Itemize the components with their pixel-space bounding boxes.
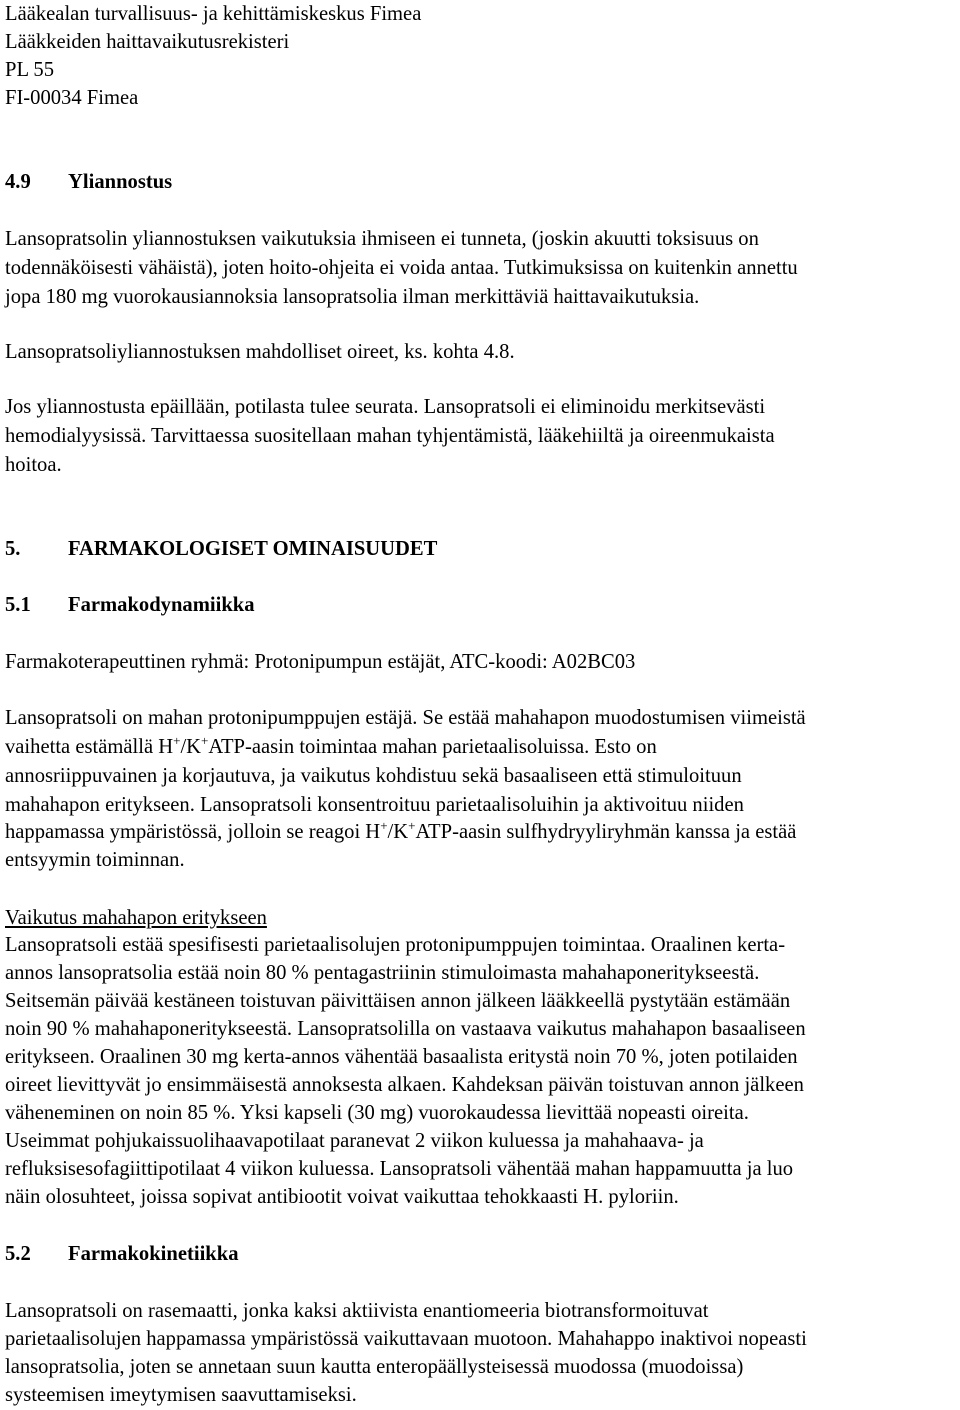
paragraph-line: entsyymin toiminnan.: [5, 849, 185, 871]
paragraph-line: väheneminen on noin 85 %. Yksi kapseli (30 mg) vuorokaudessa lievittää nopeasti oireita.: [5, 1102, 749, 1124]
paragraph-line: [5, 733, 657, 762]
section-5-heading: [5, 535, 437, 564]
section-5-2-heading: [5, 1240, 239, 1269]
paragraph-line: [5, 818, 796, 847]
paragraph-line: Lansopratsoliyliannostuksen mahdolliset oireet, ks. kohta 4.8.: [5, 341, 515, 363]
paragraph-line: systeemisen imeytymisen saavuttamiseksi.: [5, 1384, 357, 1406]
address-line-1: Lääkealan turvallisuus- ja kehittämiskeskus Fimea: [5, 3, 422, 25]
section-title: FARMAKOLOGISET OMINAISUUDET: [68, 538, 438, 560]
superscript: +: [380, 818, 388, 833]
text-run: happamassa ympäristössä, jolloin se reagoi H: [5, 821, 381, 843]
address-line-4: FI-00034 Fimea: [5, 87, 139, 109]
paragraph-line: Seitsemän päivää kestäneen toistuvan päivittäisen annon jälkeen lääkkeellä pystytään estämään: [5, 990, 791, 1012]
superscript: +: [173, 733, 181, 748]
paragraph-line: parietaalisolujen happamassa ympäristössä vaikuttavaan muotoon. Mahahappo inaktivoi nopeasti: [5, 1328, 807, 1350]
paragraph-line: Lansopratsolin yliannostuksen vaikutuksia ihmiseen ei tunneta, (joskin akuutti toksisuus on: [5, 228, 759, 250]
paragraph-line: Jos yliannostusta epäillään, potilasta tulee seurata. Lansopratsoli ei eliminoidu merkitsevästi: [5, 396, 766, 418]
section-number: 5.2: [5, 1243, 31, 1265]
section-title: Farmakokinetiikka: [68, 1243, 239, 1265]
section-number: 4.9: [5, 171, 31, 193]
paragraph-line: Useimmat pohjukaissuolihaavapotilaat paranevat 2 viikon kuluessa ja mahahaava- ja: [5, 1130, 704, 1152]
text-run: /K: [387, 821, 409, 843]
section-title: Yliannostus: [68, 171, 173, 193]
section-number: 5.1: [5, 594, 31, 616]
text-run: ATP-aasin sulfhydryyliryhmän kanssa ja estää: [415, 821, 797, 843]
section-title: Farmakodynamiikka: [68, 594, 255, 616]
paragraph-line: refluksisesofagiittipotilaat 4 viikon kuluessa. Lansopratsoli vähentää mahan happamuutta ja luo: [5, 1158, 794, 1180]
paragraph-line: Lansopratsoli on rasemaatti, jonka kaksi aktiivista enantiomeeria biotransformoituvat: [5, 1300, 709, 1322]
paragraph-line: hoitoa.: [5, 454, 62, 476]
section-number: 5.: [5, 538, 21, 560]
paragraph-line: annosriippuvainen ja korjautuva, ja vaikutus kohdistuu sekä basaaliseen että stimuloituun: [5, 765, 742, 787]
address-line-2: Lääkkeiden haittavaikutusrekisteri: [5, 31, 290, 53]
paragraph-line: Farmakoterapeuttinen ryhmä: Protonipumpun estäjät, ATC-koodi: A02BC03: [5, 651, 636, 673]
address-line-3: PL 55: [5, 59, 55, 81]
text-run: ATP-aasin toimintaa mahan parietaalisoluissa. Esto on: [208, 736, 657, 758]
paragraph-line: Lansopratsoli estää spesifisesti parietaalisolujen protonipumppujen toimintaa. Oraalinen kerta-: [5, 934, 786, 956]
section-4-9-heading: [5, 168, 172, 197]
subheading: Vaikutus mahahapon eritykseen: [5, 907, 267, 929]
paragraph-line: noin 90 % mahahaponeritykseestä. Lansopratsolilla on vastaava vaikutus mahahapon basaaliseen: [5, 1018, 806, 1040]
paragraph-line: jopa 180 mg vuorokausiannoksia lansopratsolia ilman merkittäviä haittavaikutuksia.: [5, 286, 700, 308]
text-run: vaihetta estämällä H: [5, 736, 174, 758]
superscript: +: [408, 818, 416, 833]
paragraph-line: annos lansopratsolia estää noin 80 % pentagastriinin stimuloimasta mahahaponeritykseestä.: [5, 962, 760, 984]
text-run: /K: [180, 736, 202, 758]
paragraph-line: mahahapon eritykseen. Lansopratsoli konsentroituu parietaalisoluihin ja aktivoituu niiden: [5, 794, 744, 816]
paragraph-line: oireet lievittyvät jo ensimmäisestä annoksesta alkaen. Kahdeksan päivän toistuvan annon jälkeen: [5, 1074, 804, 1096]
paragraph-line: näin olosuhteet, joissa sopivat antibiootit voivat vaikuttaa tehokkaasti H. pyloriin.: [5, 1186, 679, 1208]
paragraph-line: hemodialyysissä. Tarvittaessa suositellaan mahan tyhjentämistä, lääkehiiltä ja oireenmukaista: [5, 425, 775, 447]
section-5-1-heading: [5, 591, 255, 620]
paragraph-line: lansopratsolia, joten se annetaan suun kautta enteropäällysteisessä muodossa (muodoissa): [5, 1356, 744, 1378]
paragraph-line: Lansopratsoli on mahan protonipumppujen estäjä. Se estää mahahapon muodostumisen viimeistä: [5, 707, 806, 729]
superscript: +: [201, 733, 209, 748]
paragraph-line: todennäköisesti vähäistä), joten hoito-ohjeita ei voida antaa. Tutkimuksissa on kuitenkin annettu: [5, 257, 798, 279]
paragraph-line: eritykseen. Oraalinen 30 mg kerta-annos vähentää basaalista eritystä noin 70 %, joten potilaiden: [5, 1046, 798, 1068]
